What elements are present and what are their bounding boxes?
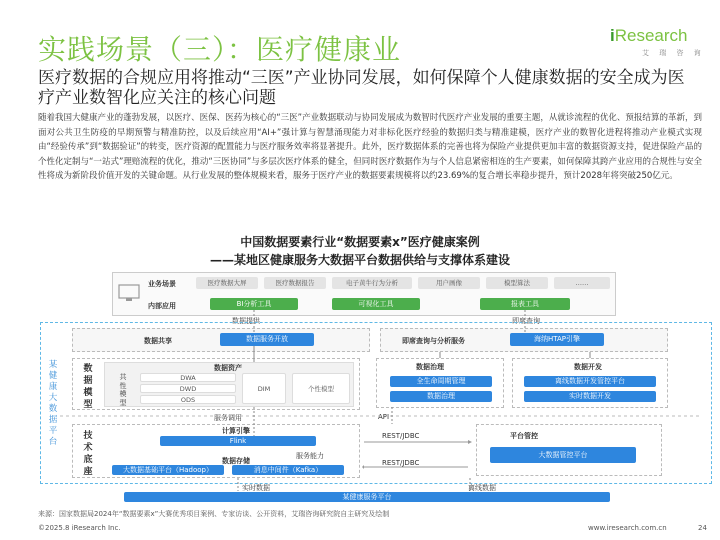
platform-control-label: 平台管控	[510, 432, 538, 440]
scenario-item: 用户画像	[418, 277, 480, 289]
business-scenario-label: 业务场景	[148, 280, 176, 288]
page-subtitle: 医疗数据的合规应用将推动“三医”产业协同发展，如何保障个人健康数据的安全成为医疗产业数智化应关注的核心问题	[38, 68, 685, 108]
data-dev-label: 数据开发	[574, 363, 602, 371]
personal-model-layer: 个性模型	[292, 373, 350, 404]
figure-title: 中国数据要素行业“数据要素x”医疗健康案例	[240, 235, 480, 249]
kafka-button: 消息中间件（Kafka）	[232, 465, 344, 475]
data-service-open-button: 数据服务开放	[220, 333, 314, 346]
dwd-layer: DWD	[140, 384, 236, 393]
report-tool-button: 报表工具	[480, 298, 570, 310]
offline-dev-button: 离线数据开发管控平台	[524, 376, 656, 387]
data-model-vertical-label: 数据模型	[83, 364, 93, 410]
platform-vertical-label: 某健康大数据平台	[48, 360, 58, 447]
data-governance-label: 数据治理	[416, 363, 444, 371]
htap-engine-button: 海纳HTAP引擎	[510, 333, 604, 346]
data-governance-button: 数据治理	[390, 391, 492, 402]
instant-query-analysis-label: 即席查询与分析服务	[402, 337, 465, 345]
realtime-dev-button: 实时数据开发	[524, 391, 656, 402]
copyright: ©2025.8 iResearch Inc.	[38, 524, 121, 532]
dim-layer: DIM	[242, 373, 286, 404]
logo-subtext: 艾 瑞 咨 询	[642, 49, 705, 57]
hadoop-button: 大数据基础平台（Hadoop）	[112, 465, 224, 475]
logo-text: Research	[614, 26, 688, 45]
lifecycle-management-button: 全生命周期管理	[390, 376, 492, 387]
source-note: 来源：国家数据局2024年“数据要素x”大赛优秀项目案例、专家访谈、公开资料，艾瑞咨询研究院自主研究及绘制	[38, 510, 390, 518]
tech-base-vertical-label: 技术底座	[83, 431, 93, 477]
flink-button: Flink	[160, 436, 316, 446]
common-model-vertical-label: 共性模型	[119, 373, 127, 407]
scenario-item: 电子黄牛行为分析	[332, 277, 412, 289]
scenario-item: 模型算法	[486, 277, 548, 289]
scenario-item: 医疗数据报告	[264, 277, 326, 289]
api-label: API	[378, 413, 390, 421]
ods-layer: ODS	[140, 395, 236, 404]
figure-subtitle: ——某地区健康服务大数据平台数据供给与支撑体系建设	[209, 253, 510, 267]
health-service-platform-bar: 某健康服务平台	[124, 492, 610, 502]
scenario-item: ……	[554, 277, 610, 289]
body-paragraph: 随着我国大健康产业的蓬勃发展，以医疗、医保、医药为核心的“三医”产业数据联动与协同发展成为数智时代医疗产业发展的重要主题，从就诊流程的优化、预报结算的革新，到面对公共卫生防疫的早期预警与精准防控，以及后续应用“AI+”强计算与智慧涌现能力对非标化医疗经验的数据归类与精准建模，医疗产业的数智化进程将推动产业模式实现由“经验传承”到“数据验证”的转变，医疗资源的配置能力与医疗服务效率将显著提升。此外，医疗数据体系的完善也将为保险产业提供更加丰富的数据资源支持，促进保险产品的个性化定制与“一站式”理赔流程的优化，推动“三医协同”与多层次医疗体系的健全，但同时医疗数据作为与个人信息紧密相连的生产要素，如何保障其跨产业应用的合规性与安全性将成为新阶段价值开发的关键命题。从行业发展的整体规模来看，服务于医疗产业的数据要素规模将以约23.69%的复合增长率稳步提升，预计2028年将突破250亿元。	[38, 113, 702, 182]
scenario-item: 医疗数据大屏	[196, 277, 258, 289]
data-provide-label: 数据提供	[232, 317, 260, 325]
data-assets-label: 数据资产	[214, 364, 242, 372]
internal-app-label: 内部应用	[148, 302, 176, 310]
offline-data-label: 离线数据	[468, 484, 496, 492]
visualization-tool-button: 可视化工具	[332, 298, 420, 310]
service-call-label: 服务调用	[214, 414, 242, 422]
instant-query-label: 即席查询	[512, 317, 540, 325]
dwa-layer: DWA	[140, 373, 236, 382]
bigdata-control-button: 大数据管控平台	[490, 447, 636, 463]
data-share-label: 数据共享	[144, 337, 172, 345]
page-number: 24	[698, 524, 707, 532]
bi-tool-button: BI分析工具	[210, 298, 298, 310]
logo-i: i	[610, 26, 615, 45]
data-storage-label: 数据存储	[222, 457, 250, 465]
realtime-data-label: 实时数据	[242, 484, 270, 492]
rest-jdbc-label-2: REST/JDBC	[382, 459, 420, 467]
service-capacity-label: 服务能力	[296, 452, 324, 460]
page-title: 实践场景（三）：医疗健康业	[38, 33, 402, 66]
compute-engine-label: 计算引擎	[222, 427, 250, 435]
website-link[interactable]: www.iresearch.com.cn	[588, 524, 667, 532]
rest-jdbc-label-1: REST/JDBC	[382, 432, 420, 440]
